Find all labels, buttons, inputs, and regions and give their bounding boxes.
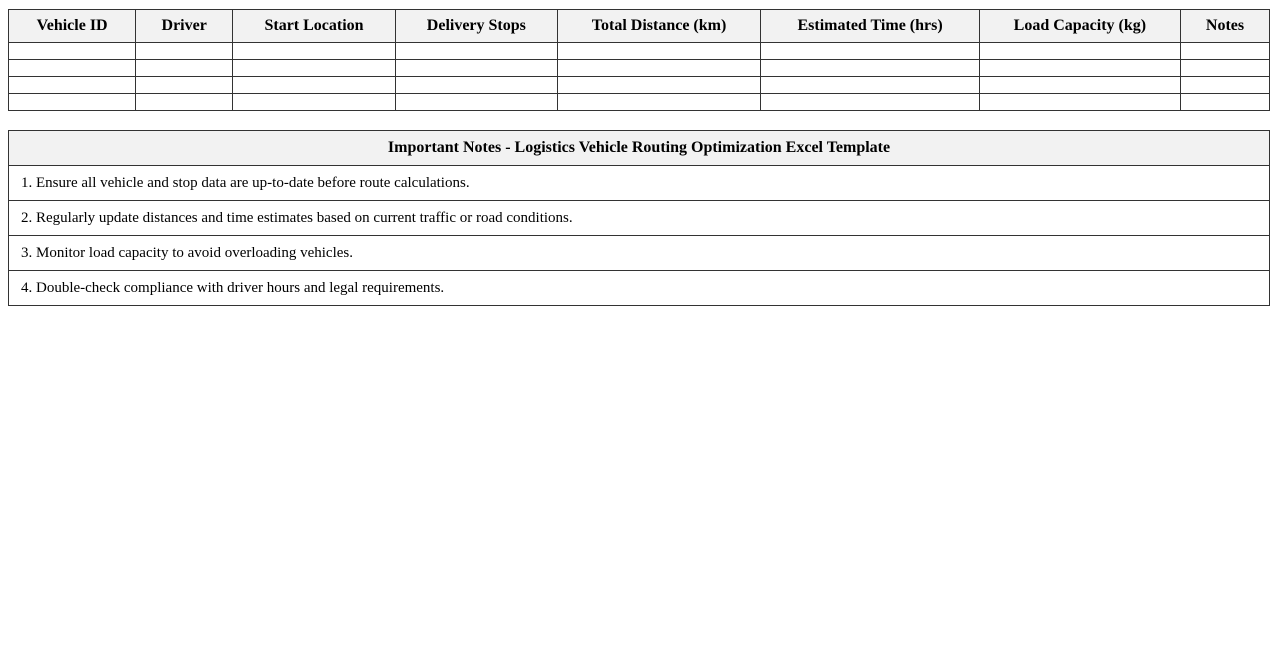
- column-header-driver: Driver: [136, 10, 233, 43]
- table-cell[interactable]: [395, 43, 557, 60]
- table-row: [9, 43, 1270, 60]
- note-item: 4. Double-check compliance with driver hours and legal requirements.: [9, 271, 1270, 306]
- column-header-load-capacity: Load Capacity (kg): [979, 10, 1180, 43]
- table-cell[interactable]: [395, 60, 557, 77]
- column-header-delivery-stops: Delivery Stops: [395, 10, 557, 43]
- column-header-estimated-time: Estimated Time (hrs): [761, 10, 979, 43]
- table-cell[interactable]: [233, 94, 396, 111]
- table-cell[interactable]: [136, 43, 233, 60]
- table-cell[interactable]: [761, 43, 979, 60]
- table-cell[interactable]: [557, 60, 761, 77]
- table-cell[interactable]: [557, 94, 761, 111]
- table-cell[interactable]: [9, 60, 136, 77]
- important-notes-table: [8, 130, 1270, 306]
- table-cell[interactable]: [1181, 43, 1270, 60]
- column-header-notes: Notes: [1181, 10, 1270, 43]
- header-row: [9, 10, 1270, 43]
- table-cell[interactable]: [9, 94, 136, 111]
- notes-title: Important Notes - Logistics Vehicle Routing Optimization Excel Template: [9, 131, 1270, 166]
- table-cell[interactable]: [761, 94, 979, 111]
- table-cell[interactable]: [233, 60, 396, 77]
- table-cell[interactable]: [979, 77, 1180, 94]
- vehicle-routing-table: [8, 9, 1270, 111]
- note-item: 3. Monitor load capacity to avoid overloading vehicles.: [9, 236, 1270, 271]
- table-cell[interactable]: [136, 60, 233, 77]
- table-cell[interactable]: [761, 60, 979, 77]
- table-row: [9, 60, 1270, 77]
- note-item: 1. Ensure all vehicle and stop data are up-to-date before route calculations.: [9, 166, 1270, 201]
- table-cell[interactable]: [557, 77, 761, 94]
- note-row: [9, 236, 1270, 271]
- table-cell[interactable]: [979, 60, 1180, 77]
- table-row: [9, 77, 1270, 94]
- note-row: [9, 201, 1270, 236]
- column-header-total-distance: Total Distance (km): [557, 10, 761, 43]
- table-cell[interactable]: [557, 43, 761, 60]
- table-cell[interactable]: [979, 43, 1180, 60]
- table-cell[interactable]: [233, 77, 396, 94]
- table-cell[interactable]: [1181, 60, 1270, 77]
- column-header-start-location: Start Location: [233, 10, 396, 43]
- table-row: [9, 94, 1270, 111]
- table-cell[interactable]: [136, 94, 233, 111]
- table-cell[interactable]: [1181, 94, 1270, 111]
- note-item: 2. Regularly update distances and time estimates based on current traffic or road conditions.: [9, 201, 1270, 236]
- table-cell[interactable]: [761, 77, 979, 94]
- table-cell[interactable]: [395, 77, 557, 94]
- note-row: [9, 271, 1270, 306]
- table-cell[interactable]: [1181, 77, 1270, 94]
- table-cell[interactable]: [9, 77, 136, 94]
- table-cell[interactable]: [979, 94, 1180, 111]
- table-cell[interactable]: [395, 94, 557, 111]
- column-header-vehicle-id: Vehicle ID: [9, 10, 136, 43]
- note-row: [9, 166, 1270, 201]
- table-cell[interactable]: [233, 43, 396, 60]
- notes-header-row: [9, 131, 1270, 166]
- table-cell[interactable]: [136, 77, 233, 94]
- table-cell[interactable]: [9, 43, 136, 60]
